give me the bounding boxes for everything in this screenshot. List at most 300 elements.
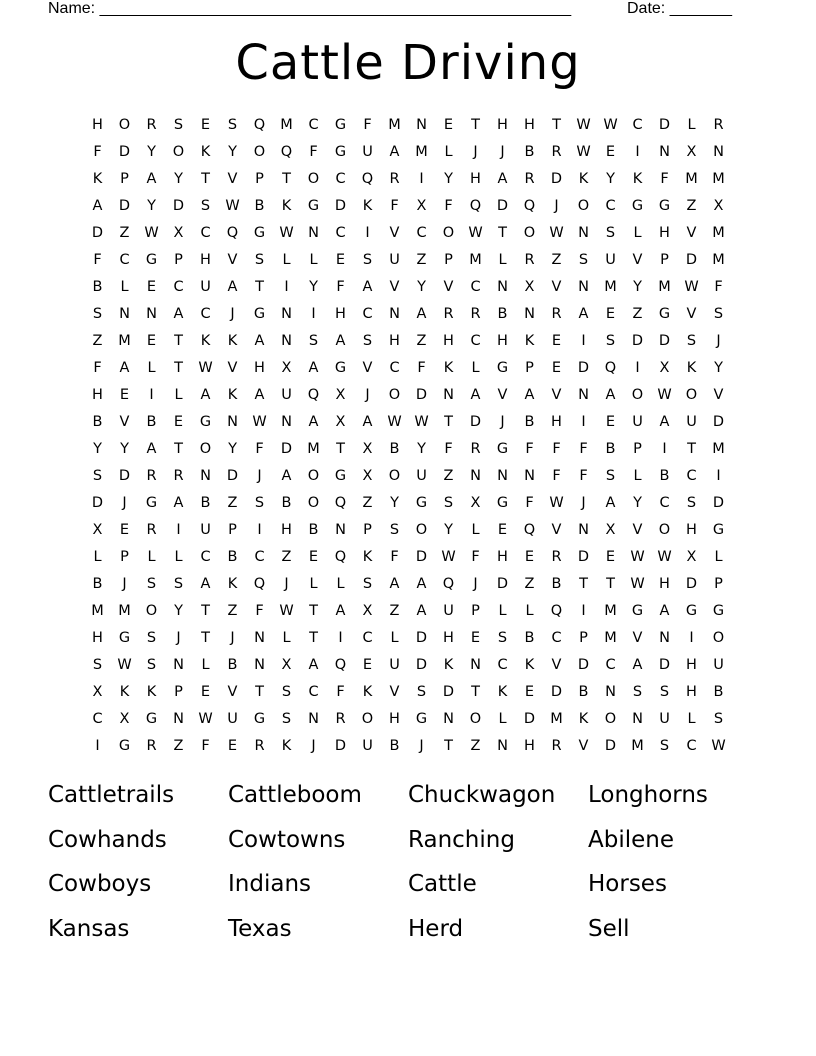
grid-letter: W [144,225,159,242]
grid-letter: G [307,198,320,215]
grid-letter: R [389,171,400,188]
grid-letter: G [253,306,266,323]
grid-letter: F [93,144,102,161]
grid-letter: B [308,522,319,539]
grid-letter: M [604,279,617,296]
grid-letter: N [335,522,346,539]
grid-letter: D [226,468,239,485]
grid-letter: O [631,387,644,404]
word-list-item: Cowtowns [228,826,346,853]
grid-letter: O [685,387,698,404]
grid-letter: L [174,549,183,566]
grid-letter: L [93,549,102,566]
grid-letter: B [578,684,589,701]
grid-letter: S [362,252,373,269]
grid-letter: A [281,468,292,485]
grid-letter: I [311,306,316,323]
grid-letter: P [525,360,534,377]
grid-letter: U [416,468,427,485]
grid-letter: A [173,495,184,512]
word-list-item: Abilene [588,826,674,853]
grid-letter: Q [442,576,455,593]
grid-letter: O [388,468,401,485]
grid-letter: H [524,738,535,755]
grid-letter: W [225,198,240,215]
grid-letter: P [714,576,723,593]
grid-letter: V [551,522,562,539]
grid-letter: S [308,333,319,350]
grid-letter: N [416,117,427,134]
grid-letter: F [552,441,561,458]
grid-letter: M [685,171,698,188]
grid-letter: K [119,684,130,701]
grid-letter: H [497,333,508,350]
grid-letter: R [146,522,157,539]
grid-letter: M [631,738,644,755]
word-list-item: Cowhands [48,826,167,853]
grid-letter: A [416,306,427,323]
grid-letter: X [281,657,292,674]
grid-letter: W [603,117,618,134]
grid-letter: P [633,441,642,458]
grid-letter: D [280,441,293,458]
grid-letter: A [200,576,211,593]
grid-letter: H [470,171,481,188]
grid-letter: S [173,576,184,593]
grid-letter: E [200,117,211,134]
grid-letter: A [362,414,373,431]
grid-letter: J [311,738,316,755]
grid-letter: A [92,198,103,215]
grid-letter: Z [443,468,454,485]
grid-letter: L [498,252,507,269]
word-list-item: Longhorns [588,782,708,808]
grid-letter: P [174,684,183,701]
grid-letter: D [442,684,455,701]
grid-letter: T [201,630,210,647]
grid-letter: T [174,333,183,350]
grid-letter: S [146,576,157,593]
word-list-item: Horses [588,871,667,897]
grid-letter: W [630,576,645,593]
word-list-item: Cattletrails [48,782,175,808]
grid-letter: H [92,117,103,134]
grid-letter: W [117,657,132,674]
word-list-item: Cattle [408,871,477,897]
grid-letter: W [414,414,429,431]
grid-letter: F [444,198,453,215]
grid-letter: Y [228,441,237,458]
grid-letter: T [174,441,183,458]
grid-letter: Z [470,738,481,755]
grid-letter: V [227,171,238,188]
grid-letter: N [308,711,319,728]
grid-letter: F [525,495,534,512]
grid-letter: O [469,711,482,728]
grid-letter: A [227,279,238,296]
grid-letter: L [633,225,642,242]
grid-letter: A [119,360,130,377]
grid-letter: H [389,711,400,728]
grid-letter: Z [281,549,292,566]
grid-letter: P [363,522,372,539]
grid-letter: N [254,630,265,647]
grid-letter: I [149,387,154,404]
grid-letter: T [471,117,480,134]
grid-letter: C [119,252,130,269]
grid-letter: S [92,657,103,674]
grid-letter: G [118,738,131,755]
grid-letter: J [581,495,586,512]
grid-letter: P [471,603,480,620]
grid-letter: A [146,441,157,458]
grid-letter: K [443,360,454,377]
grid-letter: N [308,225,319,242]
grid-letter: N [524,306,535,323]
grid-letter: N [578,225,589,242]
grid-letter: U [686,414,697,431]
grid-letter: H [389,333,400,350]
grid-letter: O [253,144,266,161]
grid-letter: K [497,684,508,701]
grid-letter: N [281,414,292,431]
grid-letter: E [605,414,616,431]
grid-letter: J [284,576,289,593]
grid-letter: K [362,684,373,701]
grid-letter: Q [334,549,347,566]
grid-letter: Q [361,171,374,188]
grid-letter: Y [633,279,642,296]
grid-letter: V [389,225,400,242]
grid-letter: N [254,657,265,674]
grid-letter: Q [334,657,347,674]
grid-letter: A [389,576,400,593]
grid-letter: V [713,387,724,404]
grid-letter: J [122,576,127,593]
grid-letter: M [118,333,131,350]
grid-letter: V [227,252,238,269]
grid-letter: U [200,279,211,296]
grid-letter: V [389,279,400,296]
grid-letter: X [335,387,346,404]
grid-letter: M [604,603,617,620]
grid-letter: T [336,441,345,458]
grid-letter: J [230,306,235,323]
grid-letter: T [201,603,210,620]
grid-letter: L [309,252,318,269]
grid-letter: O [172,144,185,161]
grid-letter: P [120,549,129,566]
grid-letter: E [551,360,562,377]
grid-letter: X [524,279,535,296]
word-list-item: Cowboys [48,871,152,897]
grid-letter: Z [389,603,400,620]
grid-letter: S [254,495,265,512]
grid-letter: H [254,360,265,377]
grid-letter: N [227,414,238,431]
grid-letter: R [443,306,454,323]
grid-letter: F [471,549,480,566]
grid-letter: K [146,684,157,701]
grid-letter: F [201,738,210,755]
grid-letter: Q [334,495,347,512]
grid-letter: A [524,387,535,404]
grid-letter: W [387,414,402,431]
grid-letter: N [605,684,616,701]
grid-letter: B [605,441,616,458]
grid-letter: O [388,387,401,404]
grid-letter: H [281,522,292,539]
grid-letter: L [687,711,696,728]
grid-letter: E [470,630,481,647]
grid-letter: D [685,576,698,593]
grid-letter: O [442,225,455,242]
grid-letter: N [389,306,400,323]
grid-letter: D [523,711,536,728]
page-title: Cattle Driving [235,35,581,91]
grid-letter: W [549,495,564,512]
grid-letter: Q [604,360,617,377]
grid-letter: D [415,549,428,566]
grid-letter: W [252,414,267,431]
grid-letter: W [198,360,213,377]
grid-letter: N [713,144,724,161]
grid-letter: W [576,144,591,161]
grid-letter: K [686,360,697,377]
grid-letter: N [578,522,589,539]
grid-letter: S [605,333,616,350]
grid-letter: C [470,333,481,350]
grid-letter: X [416,198,427,215]
grid-letter: D [712,495,725,512]
grid-letter: X [92,684,103,701]
grid-letter: G [199,414,212,431]
grid-letter: M [712,171,725,188]
grid-letter: S [632,684,643,701]
grid-letter: S [686,333,697,350]
grid-letter: E [524,549,535,566]
grid-letter: C [92,711,103,728]
grid-letter: N [200,468,211,485]
grid-letter: D [91,495,104,512]
grid-letter: V [119,414,130,431]
grid-letter: H [659,225,670,242]
name-field-label: Name: _____________________________________________________ [48,0,572,17]
grid-letter: L [471,360,480,377]
grid-letter: W [657,549,672,566]
grid-letter: G [712,603,725,620]
grid-letter: X [605,522,616,539]
grid-letter: D [658,117,671,134]
grid-letter: B [227,549,238,566]
grid-letter: M [280,117,293,134]
grid-letter: L [201,657,210,674]
grid-letter: F [390,198,399,215]
grid-letter: U [227,711,238,728]
grid-letter: M [469,252,482,269]
grid-letter: B [659,468,670,485]
grid-letter: C [605,198,616,215]
grid-letter: X [362,441,373,458]
grid-letter: X [173,225,184,242]
grid-letter: I [257,522,262,539]
grid-letter: M [118,603,131,620]
grid-letter: I [581,333,586,350]
grid-letter: F [336,279,345,296]
grid-letter: D [577,360,590,377]
grid-letter: S [659,684,670,701]
grid-letter: U [389,252,400,269]
grid-letter: T [309,603,318,620]
grid-letter: Y [120,441,129,458]
grid-letter: G [658,306,671,323]
grid-letter: B [389,738,400,755]
grid-letter: D [550,171,563,188]
grid-letter: M [415,144,428,161]
grid-letter: R [470,441,481,458]
grid-letter: T [606,576,615,593]
grid-letter: L [498,603,507,620]
grid-letter: R [524,252,535,269]
grid-letter: C [632,117,643,134]
grid-letter: Y [444,522,453,539]
grid-letter: S [605,225,616,242]
grid-letter: O [199,441,212,458]
grid-letter: R [551,144,562,161]
grid-letter: K [200,144,211,161]
grid-letter: I [284,279,289,296]
grid-letter: N [578,387,589,404]
grid-letter: V [497,387,508,404]
grid-letter: B [524,144,535,161]
grid-letter: Y [390,495,399,512]
grid-letter: G [712,522,725,539]
grid-letter: B [524,630,535,647]
grid-letter: K [227,333,238,350]
grid-letter: G [253,225,266,242]
grid-letter: Q [226,225,239,242]
grid-letter: V [632,252,643,269]
grid-letter: W [576,117,591,134]
grid-letter: E [173,414,184,431]
grid-letter: U [200,522,211,539]
grid-letter: V [389,684,400,701]
grid-letter: I [581,414,586,431]
grid-letter: L [147,549,156,566]
grid-letter: L [282,630,291,647]
grid-letter: R [551,738,562,755]
grid-letter: W [684,279,699,296]
grid-letter: D [415,387,428,404]
grid-letter: B [713,684,724,701]
grid-letter: S [92,306,103,323]
grid-letter: K [578,171,589,188]
grid-letter: I [635,360,640,377]
grid-letter: I [419,171,424,188]
grid-letter: X [362,468,373,485]
grid-letter: T [579,576,588,593]
grid-letter: K [281,198,292,215]
grid-letter: R [551,306,562,323]
grid-letter: L [309,576,318,593]
grid-letter: E [362,657,373,674]
grid-letter: D [118,468,131,485]
grid-letter: S [686,495,697,512]
grid-letter: M [550,711,563,728]
grid-letter: S [92,468,103,485]
grid-letter: O [118,117,131,134]
grid-letter: V [443,279,454,296]
grid-letter: H [92,630,103,647]
grid-letter: S [713,711,724,728]
grid-letter: Z [362,495,373,512]
grid-letter: T [282,171,291,188]
grid-letter: H [686,522,697,539]
grid-letter: H [551,414,562,431]
grid-letter: Q [253,117,266,134]
grid-letter: E [200,684,211,701]
grid-letter: V [686,225,697,242]
grid-letter: Q [253,576,266,593]
grid-letter: Q [307,387,320,404]
grid-letter: R [146,117,157,134]
grid-letter: Z [173,738,184,755]
grid-letter: C [308,684,319,701]
word-list-item: Cattleboom [228,782,362,808]
grid-letter: X [686,144,697,161]
grid-letter: H [443,630,454,647]
grid-letter: V [632,630,643,647]
grid-letter: U [443,603,454,620]
grid-letter: C [335,171,346,188]
grid-letter: T [471,684,480,701]
grid-letter: L [525,603,534,620]
grid-letter: T [444,414,453,431]
grid-letter: Z [551,252,562,269]
grid-letter: W [279,225,294,242]
grid-letter: E [119,522,130,539]
grid-letter: X [659,360,670,377]
grid-letter: C [254,549,265,566]
grid-letter: G [631,603,644,620]
grid-letter: B [497,306,508,323]
grid-letter: K [578,711,589,728]
grid-letter: R [254,738,265,755]
grid-letter: D [118,144,131,161]
grid-letter: S [713,306,724,323]
grid-letter: G [334,117,347,134]
grid-letter: S [254,252,265,269]
grid-letter: B [524,414,535,431]
grid-letter: W [630,549,645,566]
grid-letter: G [631,198,644,215]
grid-letter: N [497,738,508,755]
grid-letter: K [443,657,454,674]
grid-letter: J [500,414,505,431]
grid-letter: S [416,684,427,701]
grid-letter: O [712,630,725,647]
grid-letter: Y [444,171,453,188]
grid-letter: L [282,252,291,269]
grid-letter: B [551,576,562,593]
grid-letter: O [307,468,320,485]
grid-letter: U [362,144,373,161]
grid-letter: E [605,306,616,323]
grid-letter: C [200,549,211,566]
grid-letter: Y [93,441,102,458]
grid-letter: H [686,657,697,674]
grid-letter: G [145,252,158,269]
